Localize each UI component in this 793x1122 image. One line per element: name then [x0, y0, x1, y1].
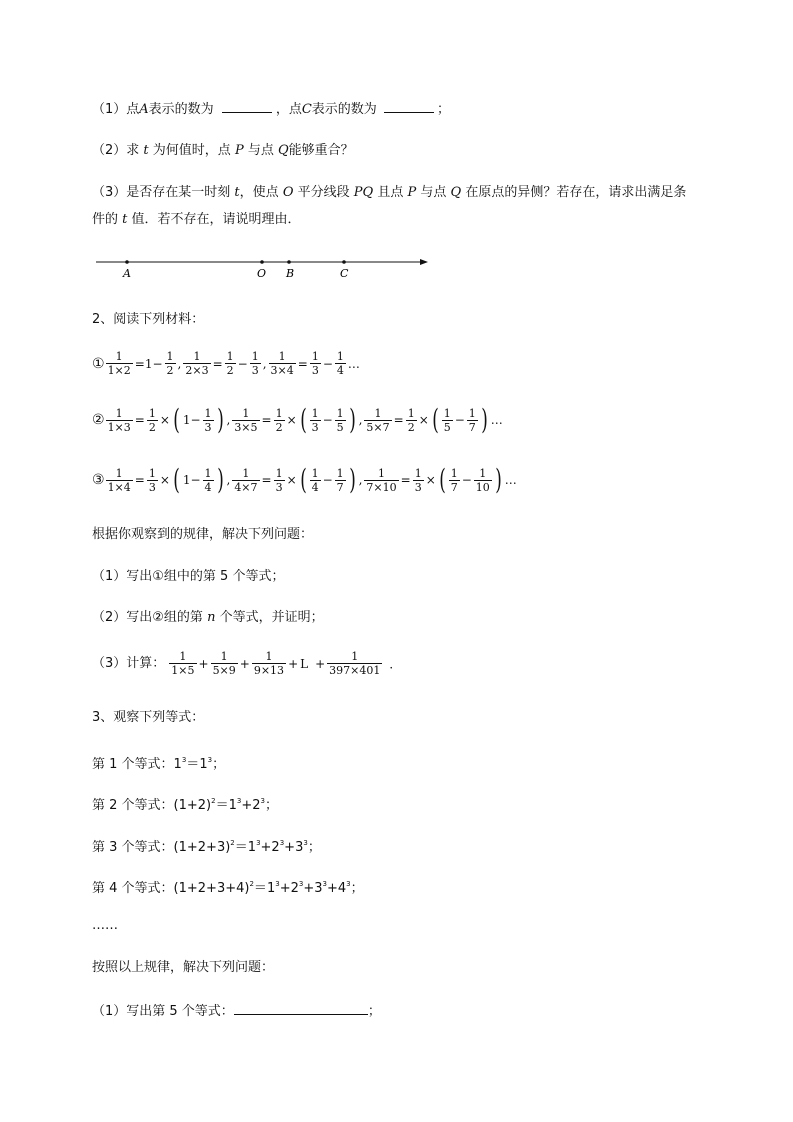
text: 表示的数为 — [148, 102, 214, 117]
text: （2）写出②组的第 — [92, 610, 203, 625]
q2-group2: ② $\frac{1}{1\times 3}$ = $\frac{1}{2}$ × ( 1− $\frac{1}{3}$ ) , $\frac{1}{3\times 5}$ = $\frac{1}{2}$ × ( $\frac{1}{3}$ − $\frac{1}{5}$ ) , $\frac{1}{5\times 7}$ = $\frac{1}{2}$ × ( $\frac{1}{5}$ − $\frac{1}{7}$ ) … — [92, 403, 503, 436]
text: 能够重合？ — [288, 143, 354, 158]
frac: $\frac{1}{4}$ — [336, 350, 344, 377]
text: 件的 — [92, 212, 119, 227]
marker-2: ② — [92, 412, 105, 428]
label-a: A — [123, 267, 131, 280]
q3-p1: （1）写出第 5 个等式： ； — [92, 1000, 381, 1022]
text: ； — [436, 102, 450, 117]
marker-3: ③ — [92, 472, 105, 488]
var-t: t — [122, 212, 128, 227]
frac: $\frac{1}{2}$ — [226, 350, 234, 377]
q3-eq3: 第 3 个等式：$(1+2+3)^2=1^3+2^3+3^3$； — [92, 839, 321, 855]
text: ，点 — [275, 102, 302, 117]
text: 值．若不存在，请说明理由． — [131, 212, 301, 227]
q3-eq2: 第 2 个等式：$(1+2)^2=1^3+2^3$； — [92, 797, 279, 813]
q2-group1: ① $\frac{1}{1\times 2}$ =1− $\frac{1}{2}$ , $\frac{1}{2\times 3}$ = $\frac{1}{2}$ − $\frac{1}{3}$ , $\frac{1}{3\times 4}$ = $\frac{1}{3}$ − $\frac{1}{4}$ … — [92, 350, 360, 377]
frac: $\frac{1}{1\times 2}$ — [107, 350, 131, 377]
point-a-label: A — [139, 102, 149, 117]
label-c: C — [340, 267, 349, 280]
point-c-label: C — [301, 102, 312, 117]
text: 且点 — [377, 185, 404, 200]
q3-eq1: 第 1 个等式：$1^3=1^3$； — [92, 756, 226, 772]
op: =1− — [134, 356, 163, 371]
answer-blank-eq5[interactable] — [234, 1000, 368, 1015]
q1-part3-line1 — [92, 183, 686, 203]
text: 与点 — [247, 143, 274, 158]
text: 个等式，并证明； — [219, 610, 324, 625]
point-o-dot — [260, 260, 264, 264]
text: （3）计算： — [92, 655, 166, 671]
q1-part1-line — [92, 98, 450, 120]
q2-p1: （1）写出①组中的第 5 个等式； — [92, 569, 285, 584]
text: （2）求 — [92, 143, 140, 158]
point-q: Q — [450, 185, 462, 200]
text: ，使点 — [239, 185, 279, 200]
marker-1: ① — [92, 355, 105, 372]
text: （3）是否存在某一时刻 — [92, 185, 231, 200]
number-line — [92, 252, 437, 282]
q2-title: 2、阅读下列材料： — [92, 312, 205, 327]
point-c-dot — [342, 260, 346, 264]
text: 在原点的异侧？若存在，请求出满足条 — [465, 185, 687, 200]
answer-blank-a[interactable] — [222, 98, 272, 113]
q3-ellipsis: …… — [92, 918, 118, 933]
text: 平分线段 — [297, 185, 350, 200]
point-p: P — [234, 143, 244, 158]
point-o: O — [282, 185, 294, 200]
segment-pq: PQ — [353, 185, 374, 200]
q1-part2-line — [92, 141, 354, 161]
frac: $\frac{1}{3\times 4}$ — [270, 350, 294, 377]
q3-rule: 按照以上规律，解决下列问题： — [92, 960, 275, 975]
point-p: P — [407, 185, 417, 200]
point-q: Q — [278, 143, 289, 158]
text: （1）点 — [92, 102, 140, 117]
q2-p3: （3）计算： $\frac{1}{1\times 5}$ + $\frac{1}{5\times 9}$ + $\frac{1}{9\times 13}$ + L + $\frac{1}{397\times 401}$ ． — [92, 650, 402, 677]
q2-rule: 根据你观察到的规律，解决下列问题： — [92, 527, 314, 542]
point-a-dot — [125, 260, 129, 264]
q3-eq4: 第 4 个等式：$(1+2+3+4)^2=1^3+2^3+3^3+4^3$； — [92, 880, 364, 896]
point-b-dot — [287, 260, 291, 264]
text: 为何值时，点 — [152, 143, 231, 158]
label-b: B — [286, 267, 295, 280]
q3-title: 3、观察下列等式： — [92, 710, 205, 725]
text: 与点 — [420, 185, 447, 200]
frac: $\frac{1}{3}$ — [311, 350, 319, 377]
frac: $\frac{1}{3}$ — [251, 350, 259, 377]
var-t: t — [234, 185, 240, 200]
q1-part3-line2 — [92, 210, 301, 230]
answer-blank-c[interactable] — [384, 98, 434, 113]
q2-p2 — [92, 608, 324, 628]
number-line-arrow — [420, 259, 428, 265]
text: 表示的数为 — [311, 102, 377, 117]
frac: $\frac{1}{2}$ — [166, 350, 174, 377]
q2-group3: ③ $\frac{1}{1\times 4}$ = $\frac{1}{3}$ × ( 1− $\frac{1}{4}$ ) , $\frac{1}{4\times 7}$ = $\frac{1}{3}$ × ( $\frac{1}{4}$ − $\frac{1}{7}$ ) , $\frac{1}{7\times 10}$ = $\frac{1}{3}$ × ( $\frac{1}{7}$ − $\frac{1}{10}$ ) … — [92, 463, 517, 496]
label-o: O — [257, 267, 267, 280]
var-n: n — [207, 610, 216, 625]
frac: $\frac{1}{2\times 3}$ — [185, 350, 209, 377]
var-t: t — [143, 143, 149, 158]
